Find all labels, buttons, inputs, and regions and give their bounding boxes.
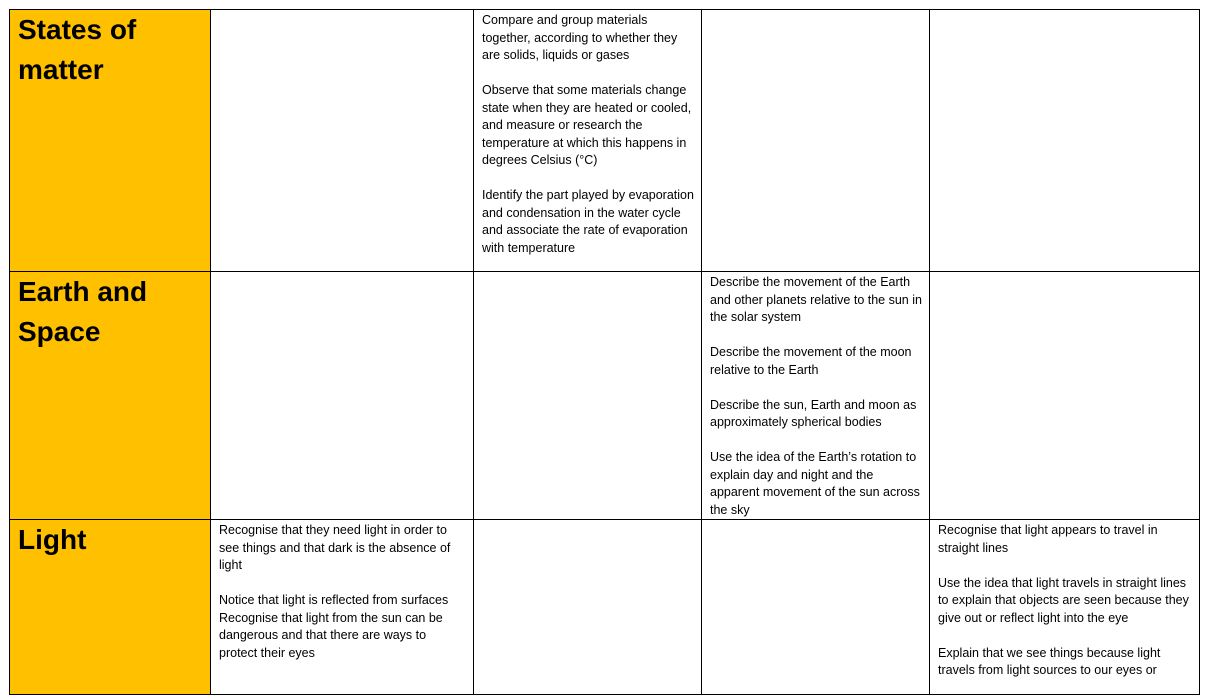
objectives-cell [702,520,930,695]
objectives-cell [702,272,930,520]
objective-item: Recognise that they need light in order to see things and that dark is the absence of light [219,523,451,572]
objective-item: Identify the part played by evaporation and condensation in the water cycle and associate the rate of evaporation with temperature [482,188,694,255]
objectives-cell [474,10,702,272]
table-row-earth-and-space [10,272,1200,520]
objective-item: Describe the movement of the Earth and other planets relative to the sun in the solar system [710,275,922,324]
topic-title: Light [18,524,87,555]
objectives-list [211,520,473,662]
topic-title: Earth and Space [18,276,148,347]
objectives-cell [930,520,1200,695]
topic-cell [10,272,211,520]
objective-item: Notice that light is reflected from surfaces [219,593,449,607]
objectives-cell [474,520,702,695]
objectives-list [474,10,701,257]
objective-item: Describe the sun, Earth and moon as approximately spherical bodies [710,397,917,429]
table-row-light [10,520,1200,695]
objective-item: Recognise that light from the sun can be dangerous and that there are ways to protect their eyes [219,610,443,660]
objective-item: Use the idea that light travels in straight lines to explain that objects are seen because they give out or reflect light into the eye [938,575,1189,625]
objective-item: Recognise that light appears to travel in straight lines [938,523,1158,555]
objectives-cell [474,272,702,520]
topic-title: States of matter [18,14,137,85]
objectives-list [702,272,929,519]
topic-cell [10,520,211,695]
objectives-cell [211,10,474,272]
objective-item: Describe the movement of the moon relative to the Earth [710,345,912,377]
objective-item: Observe that some materials change state when they are heated or cooled, and measure or research the temperature at which this happens in degrees Celsius (°C) [482,83,692,167]
objectives-cell [211,520,474,695]
objectives-list [930,520,1199,680]
topic-cell [10,10,211,272]
objective-item: Use the idea of the Earth’s rotation to explain day and night and the apparent movement of the sun across the sky [710,450,920,517]
objective-item: Compare and group materials together, according to whether they are solids, liquids or gases [482,13,678,62]
objectives-cell [211,272,474,520]
table-row-states-of-matter [10,10,1200,272]
objectives-cell [702,10,930,272]
objectives-cell [930,10,1200,272]
curriculum-table [9,9,1200,695]
objective-item: Explain that we see things because light travels from light sources to our eyes or [938,645,1161,677]
objectives-cell [930,272,1200,520]
